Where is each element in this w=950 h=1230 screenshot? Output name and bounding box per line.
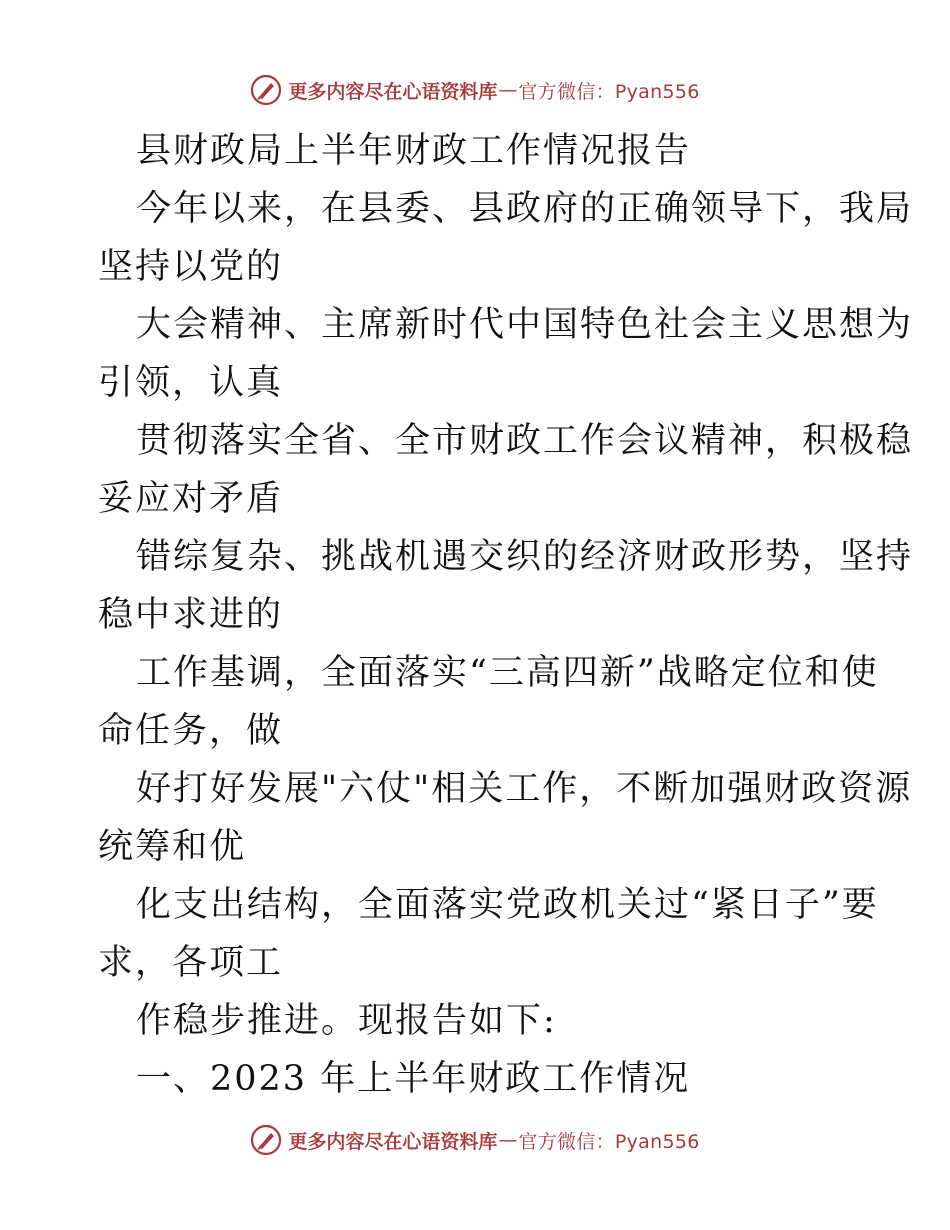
paragraph-line: 引领，认真 — [98, 363, 284, 403]
watermark-separator: — — [498, 1129, 518, 1151]
paragraph-line: 化支出结构，全面落实党政机关过“紧日子”要 — [136, 885, 879, 925]
quill-pen-circle-icon — [250, 1124, 282, 1156]
paragraph-line: 求，各项工 — [98, 943, 284, 983]
watermark-account-text: 官方微信：Pyan556 — [518, 80, 700, 103]
paragraph-line: 统筹和优 — [98, 827, 247, 867]
paragraph-line: 妥应对矛盾 — [98, 479, 284, 519]
paragraph-line: 作稳步推进。现报告如下: — [136, 1001, 557, 1041]
paragraph-line: 坚持以党的 — [98, 247, 284, 287]
paragraph-line: 命任务，做 — [98, 711, 284, 751]
watermark-header — [0, 72, 950, 108]
watermark-main-text: 更多内容尽在心语资料库 — [288, 1130, 498, 1153]
document-body — [98, 122, 914, 1108]
watermark-account-text: 官方微信：Pyan556 — [518, 1130, 700, 1153]
watermark-main-text: 更多内容尽在心语资料库 — [288, 80, 498, 103]
paragraph-line: 工作基调，全面落实“三高四新”战略定位和使 — [136, 653, 879, 693]
paragraph-line: 贯彻落实全省、全市财政工作会议精神，积极稳 — [136, 421, 914, 461]
paragraph-line: 好打好发展"六仗"相关工作，不断加强财政资源 — [136, 769, 913, 809]
paragraph-line: 今年以来，在县委、县政府的正确领导下，我局 — [136, 189, 914, 229]
document-title: 县财政局上半年财政工作情况报告 — [136, 131, 692, 171]
watermark-separator: — — [498, 79, 518, 101]
watermark-footer — [0, 1122, 950, 1158]
paragraph-line: 错综复杂、挑战机遇交织的经济财政形势，坚持 — [136, 537, 914, 577]
paragraph-line: 稳中求进的 — [98, 595, 284, 635]
section-heading: 一、2023 年上半年财政工作情况 — [136, 1059, 691, 1099]
quill-pen-circle-icon — [250, 74, 282, 106]
paragraph-line: 大会精神、主席新时代中国特色社会主义思想为 — [136, 305, 914, 345]
